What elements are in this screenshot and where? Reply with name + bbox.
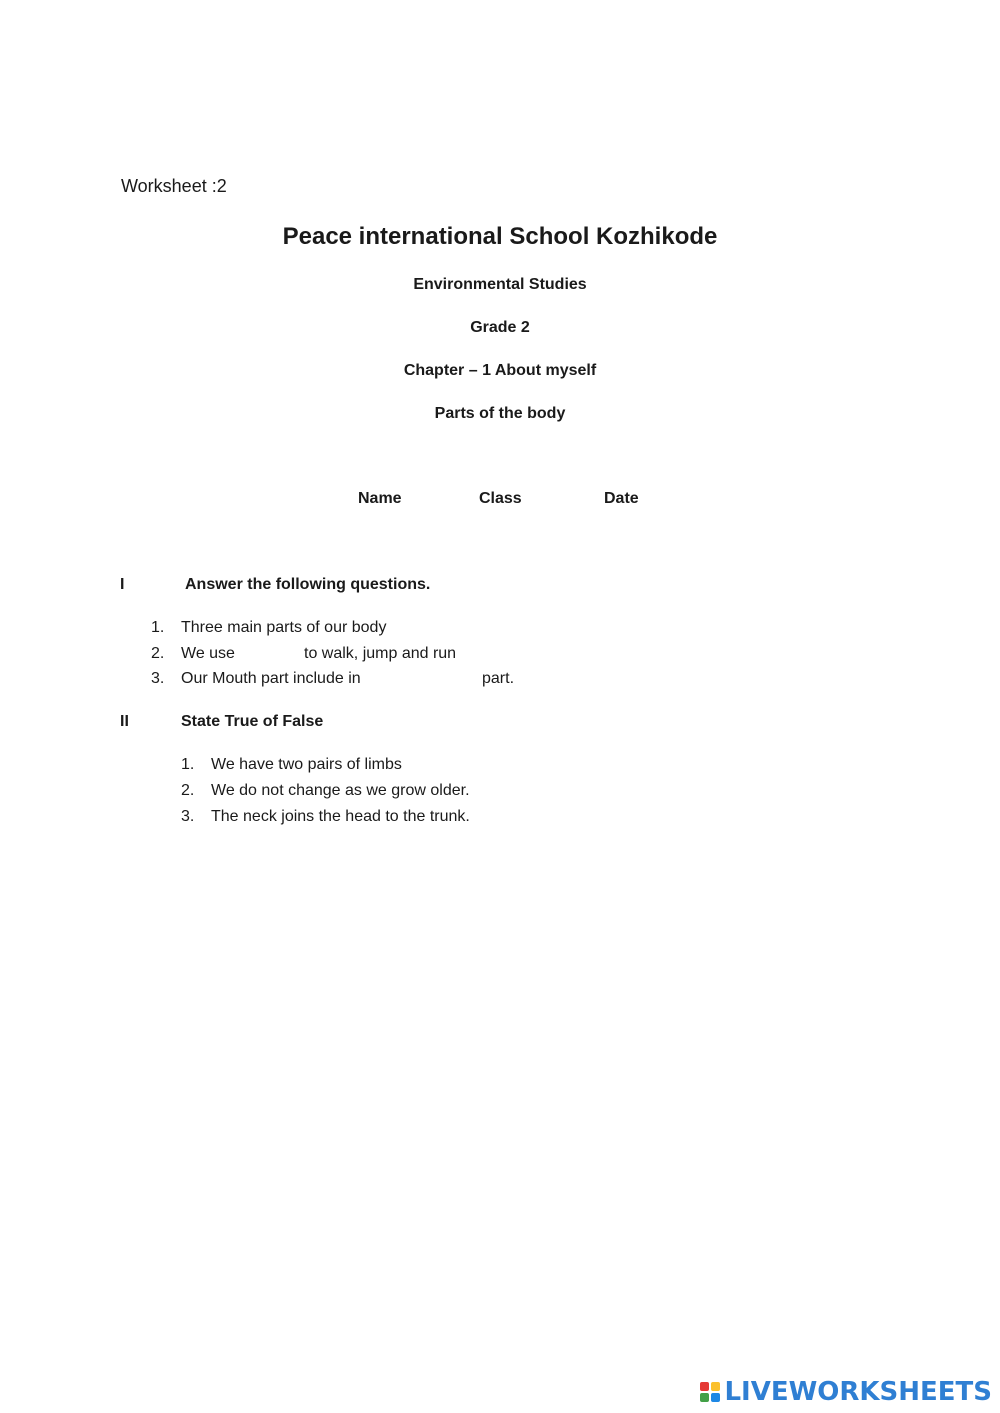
- subject-heading: Environmental Studies: [413, 276, 587, 293]
- item-number: 1.: [151, 619, 165, 636]
- logo-blocks-icon: [700, 1382, 720, 1402]
- topic-heading: Parts of the body: [434, 405, 566, 422]
- class-field-label: Class: [479, 490, 522, 507]
- section-1-number: I: [120, 576, 125, 593]
- liveworksheets-logo[interactable]: [700, 1377, 992, 1407]
- item-number: 1.: [181, 756, 195, 773]
- school-name: Peace international School Kozhikode: [282, 223, 718, 250]
- section-1-item-3-text-b: part.: [482, 670, 515, 687]
- grade-heading: Grade 2: [470, 319, 530, 336]
- worksheet-label: Worksheet :2: [121, 176, 227, 196]
- item-number: 3.: [151, 670, 165, 687]
- logo-text: LIVEWORKSHEETS: [724, 1377, 992, 1407]
- item-text: We do not change as we grow older.: [211, 782, 470, 799]
- item-text: We use: [181, 645, 235, 662]
- section-2-item-2: [181, 782, 470, 800]
- item-number: 2.: [151, 645, 165, 662]
- item-number: 3.: [181, 808, 195, 825]
- item-text: Three main parts of our body: [181, 619, 387, 636]
- section-1-item-2-text-b: to walk, jump and run: [304, 645, 457, 662]
- name-field-label: Name: [358, 490, 402, 507]
- date-field-label: Date: [604, 490, 639, 507]
- item-number: 2.: [181, 782, 195, 799]
- chapter-heading: Chapter – 1 About myself: [403, 362, 597, 379]
- section-1-item-1: [151, 619, 386, 637]
- section-2-item-1: [181, 756, 402, 774]
- section-1-item-2-blank[interactable]: [239, 645, 303, 665]
- section-1-title: Answer the following questions.: [185, 576, 431, 593]
- item-text: We have two pairs of limbs: [211, 756, 402, 773]
- section-1-item-2: [151, 645, 235, 663]
- section-2-title: State True of False: [181, 713, 324, 730]
- section-1-item-3-blank[interactable]: [380, 670, 480, 690]
- item-text: The neck joins the head to the trunk.: [211, 808, 470, 825]
- section-2-number: II: [120, 713, 129, 730]
- section-1-item-3: [151, 670, 361, 688]
- item-text: Our Mouth part include in: [181, 670, 361, 687]
- section-2-item-3: [181, 808, 470, 826]
